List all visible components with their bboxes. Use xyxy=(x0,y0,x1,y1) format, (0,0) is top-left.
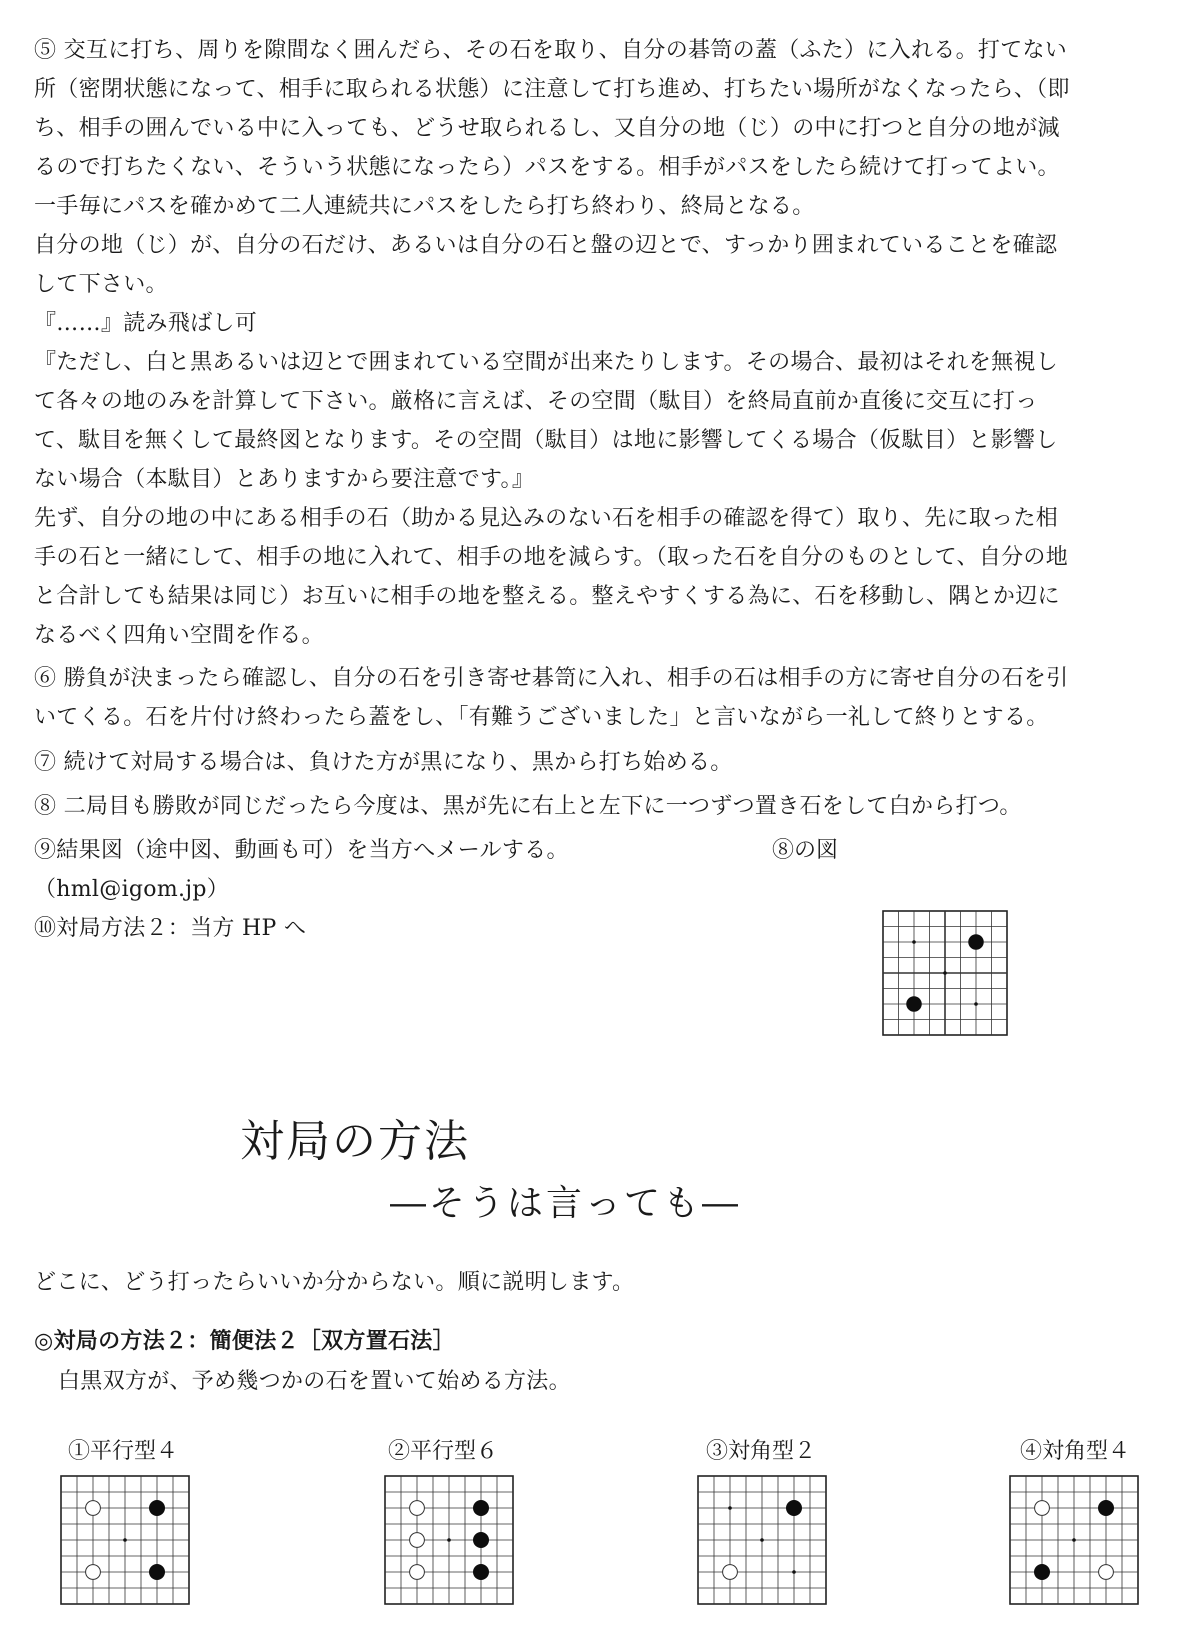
text-line: と合計しても結果は同じ）お互いに相手の地を整える。整えやすくする為に、石を移動し、隅とか辺に xyxy=(34,584,1060,609)
hoshi-point xyxy=(912,940,916,944)
text-line: ⑨結果図（途中図、動画も可）を当方へメールする。 xyxy=(34,838,569,863)
black-stone xyxy=(473,1500,489,1516)
go-board-parallel-4 xyxy=(60,1475,190,1605)
text-line: 手の石と一緒にして、相手の地に入れて、相手の地を減らす。（取った石を自分のものとして、自分の地 xyxy=(34,545,1069,570)
figure8-label: ⑧の図 xyxy=(772,838,839,863)
text-line: て各々の地のみを計算して下さい。厳格に言えば、その空間（駄目）を終局直前か直後に交互に打っ xyxy=(34,389,1038,414)
text-line: ⑥ 勝負が決まったら確認し、自分の石を引き寄せ碁笥に入れ、相手の石は相手の方に寄せ自分の石を引 xyxy=(34,666,1069,691)
text-line: 先ず、自分の地の中にある相手の石（助かる見込みのない石を相手の確認を得て）取り、先に取った相 xyxy=(34,506,1059,531)
black-stone xyxy=(786,1500,802,1516)
text-line: 『……』読み飛ばし可 xyxy=(34,311,258,336)
black-stone xyxy=(968,934,984,950)
text-line: 一手毎にパスを確かめて二人連続共にパスをしたら打ち終わり、終局となる。 xyxy=(34,194,815,219)
section-title: 対局の方法 xyxy=(240,1116,470,1167)
white-stone xyxy=(410,1533,425,1548)
black-stone xyxy=(149,1500,165,1516)
board-label: ④対角型４ xyxy=(1020,1439,1131,1464)
white-stone xyxy=(1035,1501,1050,1516)
hoshi-point xyxy=(792,1570,796,1574)
hoshi-point xyxy=(123,1538,127,1542)
text-line: ⑧ 二局目も勝敗が同じだったら今度は、黒が先に右上と左下に一つずつ置き石をして白から打つ。 xyxy=(34,794,1022,819)
text-line: 所（密閉状態になって、相手に取られる状態）に注意して打ち進め、打ちたい場所がなくなったら、（即 xyxy=(34,77,1070,102)
white-stone xyxy=(723,1565,738,1580)
text-line: ない場合（本駄目）とありますから要注意です。』 xyxy=(34,467,535,492)
go-board-diagonal-2 xyxy=(697,1475,827,1605)
hoshi-point xyxy=(760,1538,764,1542)
text-line: ⑩対局方法２：当方 HP へ xyxy=(34,916,307,941)
section-subtitle: ―そうは言っても― xyxy=(390,1183,742,1224)
board-label: ②平行型６ xyxy=(388,1439,499,1464)
black-stone xyxy=(1034,1564,1050,1580)
figure8-go-board xyxy=(882,910,1008,1036)
hoshi-point xyxy=(728,1506,732,1510)
text-line: なるべく四角い空間を作る。 xyxy=(34,623,324,648)
go-board-diagonal-4 xyxy=(1009,1475,1139,1605)
text-line: 自分の地（じ）が、自分の石だけ、あるいは自分の石と盤の辺とで、すっかり囲まれていることを確認 xyxy=(34,233,1058,258)
method-heading: ◎対局の方法２：簡便法２［双方置石法］ xyxy=(34,1328,455,1354)
text-line: ち、相手の囲んでいる中に入っても、どうせ取られるし、又自分の地（じ）の中に打つと自分の地が減 xyxy=(34,116,1060,141)
hoshi-point xyxy=(1072,1538,1076,1542)
board-label: ③対角型２ xyxy=(706,1439,817,1464)
method-description: 白黒双方が、予め幾つかの石を置いて始める方法。 xyxy=(58,1369,571,1394)
black-stone xyxy=(149,1564,165,1580)
text-line: いてくる。石を片付け終わったら蓋をし、「有難うございました」と言いながら一礼して終りとする。 xyxy=(34,705,1049,730)
text-line: 『ただし、白と黒あるいは辺とで囲まれている空間が出来たりします。その場合、最初はそれを無視し xyxy=(34,350,1059,375)
board-label: ①平行型４ xyxy=(68,1439,179,1464)
black-stone xyxy=(473,1532,489,1548)
text-line: て、駄目を無くして最終図となります。その空間（駄目）は地に影響してくる場合（仮駄目）と影響し xyxy=(34,428,1058,453)
white-stone xyxy=(1099,1565,1114,1580)
white-stone xyxy=(410,1565,425,1580)
white-stone xyxy=(410,1501,425,1516)
black-stone xyxy=(473,1564,489,1580)
text-line: ⑦ 続けて対局する場合は、負けた方が黒になり、黒から打ち始める。 xyxy=(34,750,733,775)
text-line: して下さい。 xyxy=(34,272,168,297)
hoshi-point xyxy=(974,1002,978,1006)
white-stone xyxy=(86,1501,101,1516)
text-line: ⑤ 交互に打ち、周りを隙間なく囲んだら、その石を取り、自分の碁笥の蓋（ふた）に入れる。打てない xyxy=(34,38,1068,63)
go-board-parallel-6 xyxy=(384,1475,514,1605)
black-stone xyxy=(906,996,922,1012)
white-stone xyxy=(86,1565,101,1580)
email-address: （hml@igom.jp） xyxy=(34,877,230,902)
text-line: るので打ちたくない、そういう状態になったら）パスをする。相手がパスをしたら続けて打ってよい。 xyxy=(34,155,1060,180)
hoshi-point xyxy=(447,1538,451,1542)
black-stone xyxy=(1098,1500,1114,1516)
hoshi-point xyxy=(943,971,947,975)
section-intro: どこに、どう打ったらいいか分からない。順に説明します。 xyxy=(34,1270,635,1295)
